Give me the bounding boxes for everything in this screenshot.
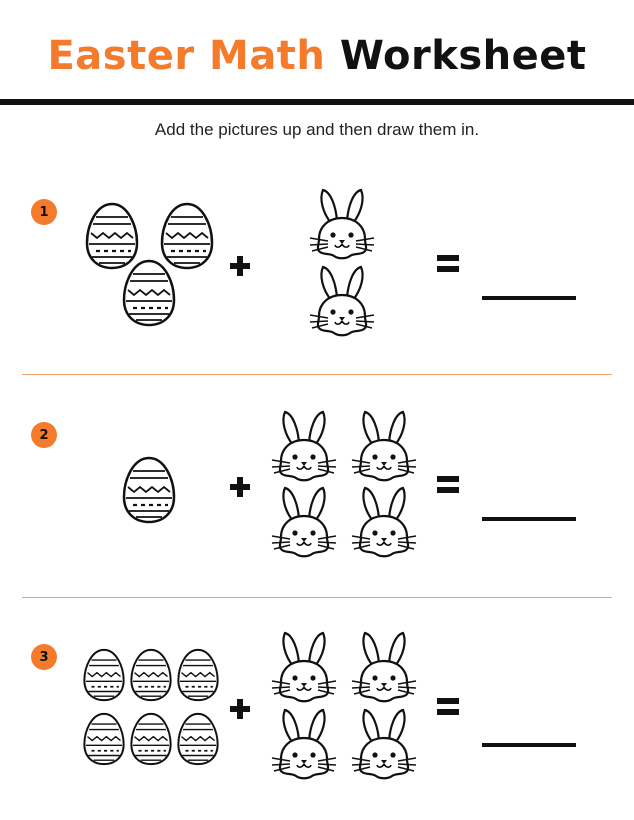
divider: [22, 597, 612, 598]
easter-egg-icon: [82, 648, 126, 702]
bunny-face-icon: [268, 485, 340, 559]
easter-egg-icon: [176, 712, 220, 766]
easter-egg-icon: [82, 712, 126, 766]
bunny-face-icon: [348, 409, 420, 483]
problem-3-number: 3: [31, 644, 57, 670]
equals-icon: [436, 474, 460, 496]
header-rule: [0, 99, 634, 105]
equals-icon: [436, 253, 460, 275]
title-worksheet: Worksheet: [339, 33, 587, 79]
plus-icon: [229, 255, 251, 277]
answer-blank[interactable]: [482, 296, 576, 300]
bunny-face-icon: [348, 630, 420, 704]
bunny-face-icon: [306, 187, 378, 261]
instructions: Add the pictures up and then draw them in.: [154, 120, 480, 139]
title-easter-math: Easter Math: [47, 33, 326, 79]
divider: [22, 374, 612, 375]
answer-blank[interactable]: [482, 517, 576, 521]
bunny-face-icon: [348, 707, 420, 781]
bunny-face-icon: [306, 264, 378, 338]
equals-icon: [436, 696, 460, 718]
easter-egg-icon: [129, 648, 173, 702]
bunny-face-icon: [348, 485, 420, 559]
plus-icon: [229, 698, 251, 720]
easter-egg-icon: [129, 712, 173, 766]
bunny-face-icon: [268, 630, 340, 704]
problem-1-number: 1: [31, 199, 57, 225]
plus-icon: [229, 476, 251, 498]
worksheet-title: [0, 30, 634, 82]
bunny-face-icon: [268, 409, 340, 483]
easter-egg-icon: [121, 259, 177, 327]
bunny-face-icon: [268, 707, 340, 781]
problem-2-number: 2: [31, 422, 57, 448]
easter-egg-icon: [121, 456, 177, 524]
easter-egg-icon: [176, 648, 220, 702]
answer-blank[interactable]: [482, 743, 576, 747]
